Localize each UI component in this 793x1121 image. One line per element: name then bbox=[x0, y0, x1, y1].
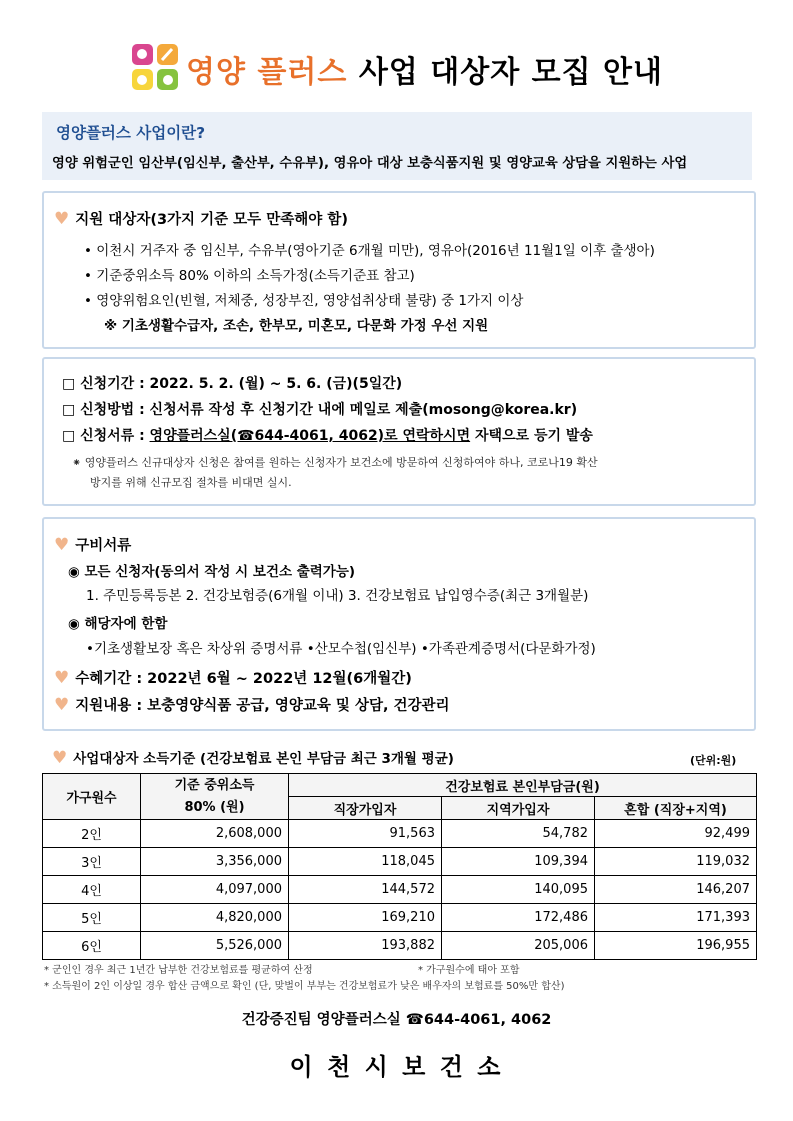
unit-label: (단위:원) bbox=[690, 754, 737, 767]
docs-suffix: 자택으로 등기 발송 bbox=[470, 428, 593, 444]
regional-cell: 140,095 bbox=[442, 876, 595, 904]
table-row bbox=[43, 820, 757, 848]
list-item: • 이천시 거주자 중 임신부, 수유부(영아기준 6개월 미만), 영유아(2016년 11월1일 이후 출생아) bbox=[84, 243, 655, 259]
mixed-cell: 171,393 bbox=[595, 904, 757, 932]
median-cell: 4,097,000 bbox=[141, 876, 289, 904]
employee-cell: 144,572 bbox=[289, 876, 442, 904]
median-header-line2: 80% (원) bbox=[184, 799, 245, 815]
application-method: □ 신청방법 : 신청서류 작성 후 신청기간 내에 메일로 제출(mosong@korea.kr) bbox=[62, 402, 578, 418]
list-item-text: 이천시 거주자 중 임신부, 수유부(영아기준 6개월 미만), 영유아(2016년 11월1일 이후 출생아) bbox=[96, 243, 655, 259]
heart-icon: ♥ bbox=[52, 748, 68, 768]
footer-contact: 건강증진팀 영양플러스실 ☎644-4061, 4062 bbox=[241, 1012, 552, 1028]
household-cell: 2인 bbox=[43, 820, 141, 848]
median-cell: 4,820,000 bbox=[141, 904, 289, 932]
benefit-period-row bbox=[54, 667, 412, 688]
table-row bbox=[43, 848, 757, 876]
all-applicants-heading: ◉ 모든 신청자(동의서 작성 시 보건소 출력가능) bbox=[68, 564, 356, 580]
household-cell: 6인 bbox=[43, 932, 141, 960]
nutrition-logo-icon bbox=[130, 42, 180, 92]
docs-prefix: □ 신청서류 : bbox=[62, 428, 150, 444]
support-row bbox=[54, 694, 450, 715]
median-cell: 5,526,000 bbox=[141, 932, 289, 960]
footer-organization: 이 천 시 보 건 소 bbox=[289, 1053, 504, 1081]
table-row bbox=[43, 932, 757, 960]
employee-cell: 193,882 bbox=[289, 932, 442, 960]
application-section bbox=[42, 357, 756, 506]
employee-cell: 118,045 bbox=[289, 848, 442, 876]
application-note-line2: 방지를 위해 신규모집 절차를 비대면 실시. bbox=[90, 476, 292, 489]
table-note-fetus: * 가구원수에 태아 포함 bbox=[418, 965, 520, 976]
applicable-items: •기초생활보장 혹은 차상위 증명서류 •산모수첩(임신부) •가족관계증명서(다문화가정) bbox=[86, 641, 596, 657]
heart-icon: ♥ bbox=[54, 668, 70, 688]
application-period: □ 신청기간 : 2022. 5. 2. (월) ~ 5. 6. (금)(5일간) bbox=[62, 376, 403, 392]
applicable-heading: ◉ 해당자에 한함 bbox=[68, 616, 168, 632]
priority-note: ※ 기초생활수급자, 조손, 한부모, 미혼모, 다문화 가정 우선 지원 bbox=[104, 318, 489, 334]
regional-cell: 172,486 bbox=[442, 904, 595, 932]
mixed-header: 혼합 (직장+지역) bbox=[595, 797, 757, 820]
mixed-cell: 196,955 bbox=[595, 932, 757, 960]
application-documents bbox=[62, 425, 593, 445]
list-item-text: 영양위험요인(빈혈, 저체중, 성장부진, 영양섭취상태 불량) 중 1가지 이상 bbox=[96, 293, 524, 309]
heart-icon: ♥ bbox=[54, 535, 70, 555]
household-cell: 3인 bbox=[43, 848, 141, 876]
documents-heading-row bbox=[54, 534, 131, 555]
mixed-cell: 146,207 bbox=[595, 876, 757, 904]
list-item-text: 기준중위소득 80% 이하의 소득가정(소득기준표 참고) bbox=[96, 268, 415, 284]
all-applicants-items: 1. 주민등록등본 2. 건강보험증(6개월 이내) 3. 건강보험료 납입영수증(최근 3개월분) bbox=[86, 588, 589, 604]
regional-cell: 54,782 bbox=[442, 820, 595, 848]
table-note-dual-income: * 소득원이 2인 이상일 경우 합산 금액으로 확인 (단, 맞벌이 부부는 건강보험료가 낮은 배우자의 보험료를 50%만 합산) bbox=[44, 981, 565, 992]
title-accent: 영양 플러스 bbox=[186, 55, 348, 90]
heart-icon: ♥ bbox=[54, 695, 70, 715]
eligibility-heading: 지원 대상자(3가지 기준 모두 만족해야 함) bbox=[75, 212, 348, 228]
regional-cell: 109,394 bbox=[442, 848, 595, 876]
docs-contact: 영양플러스실(☎644-4061, 4062)로 연락하시면 bbox=[149, 428, 471, 444]
eligibility-heading-row bbox=[54, 208, 348, 229]
household-cell: 5인 bbox=[43, 904, 141, 932]
mixed-cell: 92,499 bbox=[595, 820, 757, 848]
income-heading: 사업대상자 소득기준 (건강보험료 본인 부담금 최근 3개월 평균) bbox=[73, 751, 454, 767]
documents-section bbox=[42, 517, 756, 731]
table-row bbox=[43, 904, 757, 932]
benefit-period: 수혜기간 : 2022년 6월 ~ 2022년 12월(6개월간) bbox=[75, 671, 412, 687]
regional-header: 지역가입자 bbox=[442, 797, 595, 820]
median-cell: 3,356,000 bbox=[141, 848, 289, 876]
employee-header: 직장가입자 bbox=[289, 797, 442, 820]
table-header-row bbox=[43, 774, 757, 797]
table-note-military: * 군인인 경우 최근 1년간 납부한 건강보험료를 평균하여 산정 bbox=[44, 965, 313, 976]
title-rest: 사업 대상자 모집 안내 bbox=[358, 55, 663, 90]
list-item: • 기준중위소득 80% 이하의 소득가정(소득기준표 참고) bbox=[84, 268, 415, 284]
household-cell: 4인 bbox=[43, 876, 141, 904]
employee-cell: 169,210 bbox=[289, 904, 442, 932]
employee-cell: 91,563 bbox=[289, 820, 442, 848]
intro-section bbox=[42, 112, 752, 180]
page-title bbox=[0, 42, 793, 92]
application-note-line1: ⁕ 영양플러스 신규대상자 신청은 참여를 원하는 신청자가 보건소에 방문하여 신청하여야 하나, 코로나19 확산 bbox=[72, 456, 598, 469]
income-heading-row bbox=[52, 747, 454, 768]
intro-description: 영양 위험군인 임산부(임신부, 출산부, 수유부), 영유아 대상 보충식품지원 및 영양교육 상담을 지원하는 사업 bbox=[52, 156, 688, 171]
regional-cell: 205,006 bbox=[442, 932, 595, 960]
median-cell: 2,608,000 bbox=[141, 820, 289, 848]
support-content: 지원내용 : 보충영양식품 공급, 영양교육 및 상담, 건강관리 bbox=[75, 698, 450, 714]
mixed-cell: 119,032 bbox=[595, 848, 757, 876]
heart-icon: ♥ bbox=[54, 209, 70, 229]
income-table bbox=[42, 773, 757, 960]
documents-heading: 구비서류 bbox=[75, 538, 132, 554]
premium-header: 건강보험료 본인부담금(원) bbox=[289, 774, 757, 797]
median-header bbox=[141, 774, 289, 820]
table-row bbox=[43, 876, 757, 904]
eligibility-section bbox=[42, 191, 756, 349]
median-header-line1: 기준 중위소득 bbox=[174, 777, 255, 793]
intro-heading: 영양플러스 사업이란? bbox=[56, 124, 206, 142]
household-header: 가구원수 bbox=[43, 774, 141, 820]
list-item: • 영양위험요인(빈혈, 저체중, 성장부진, 영양섭취상태 불량) 중 1가지 이상 bbox=[84, 293, 524, 309]
